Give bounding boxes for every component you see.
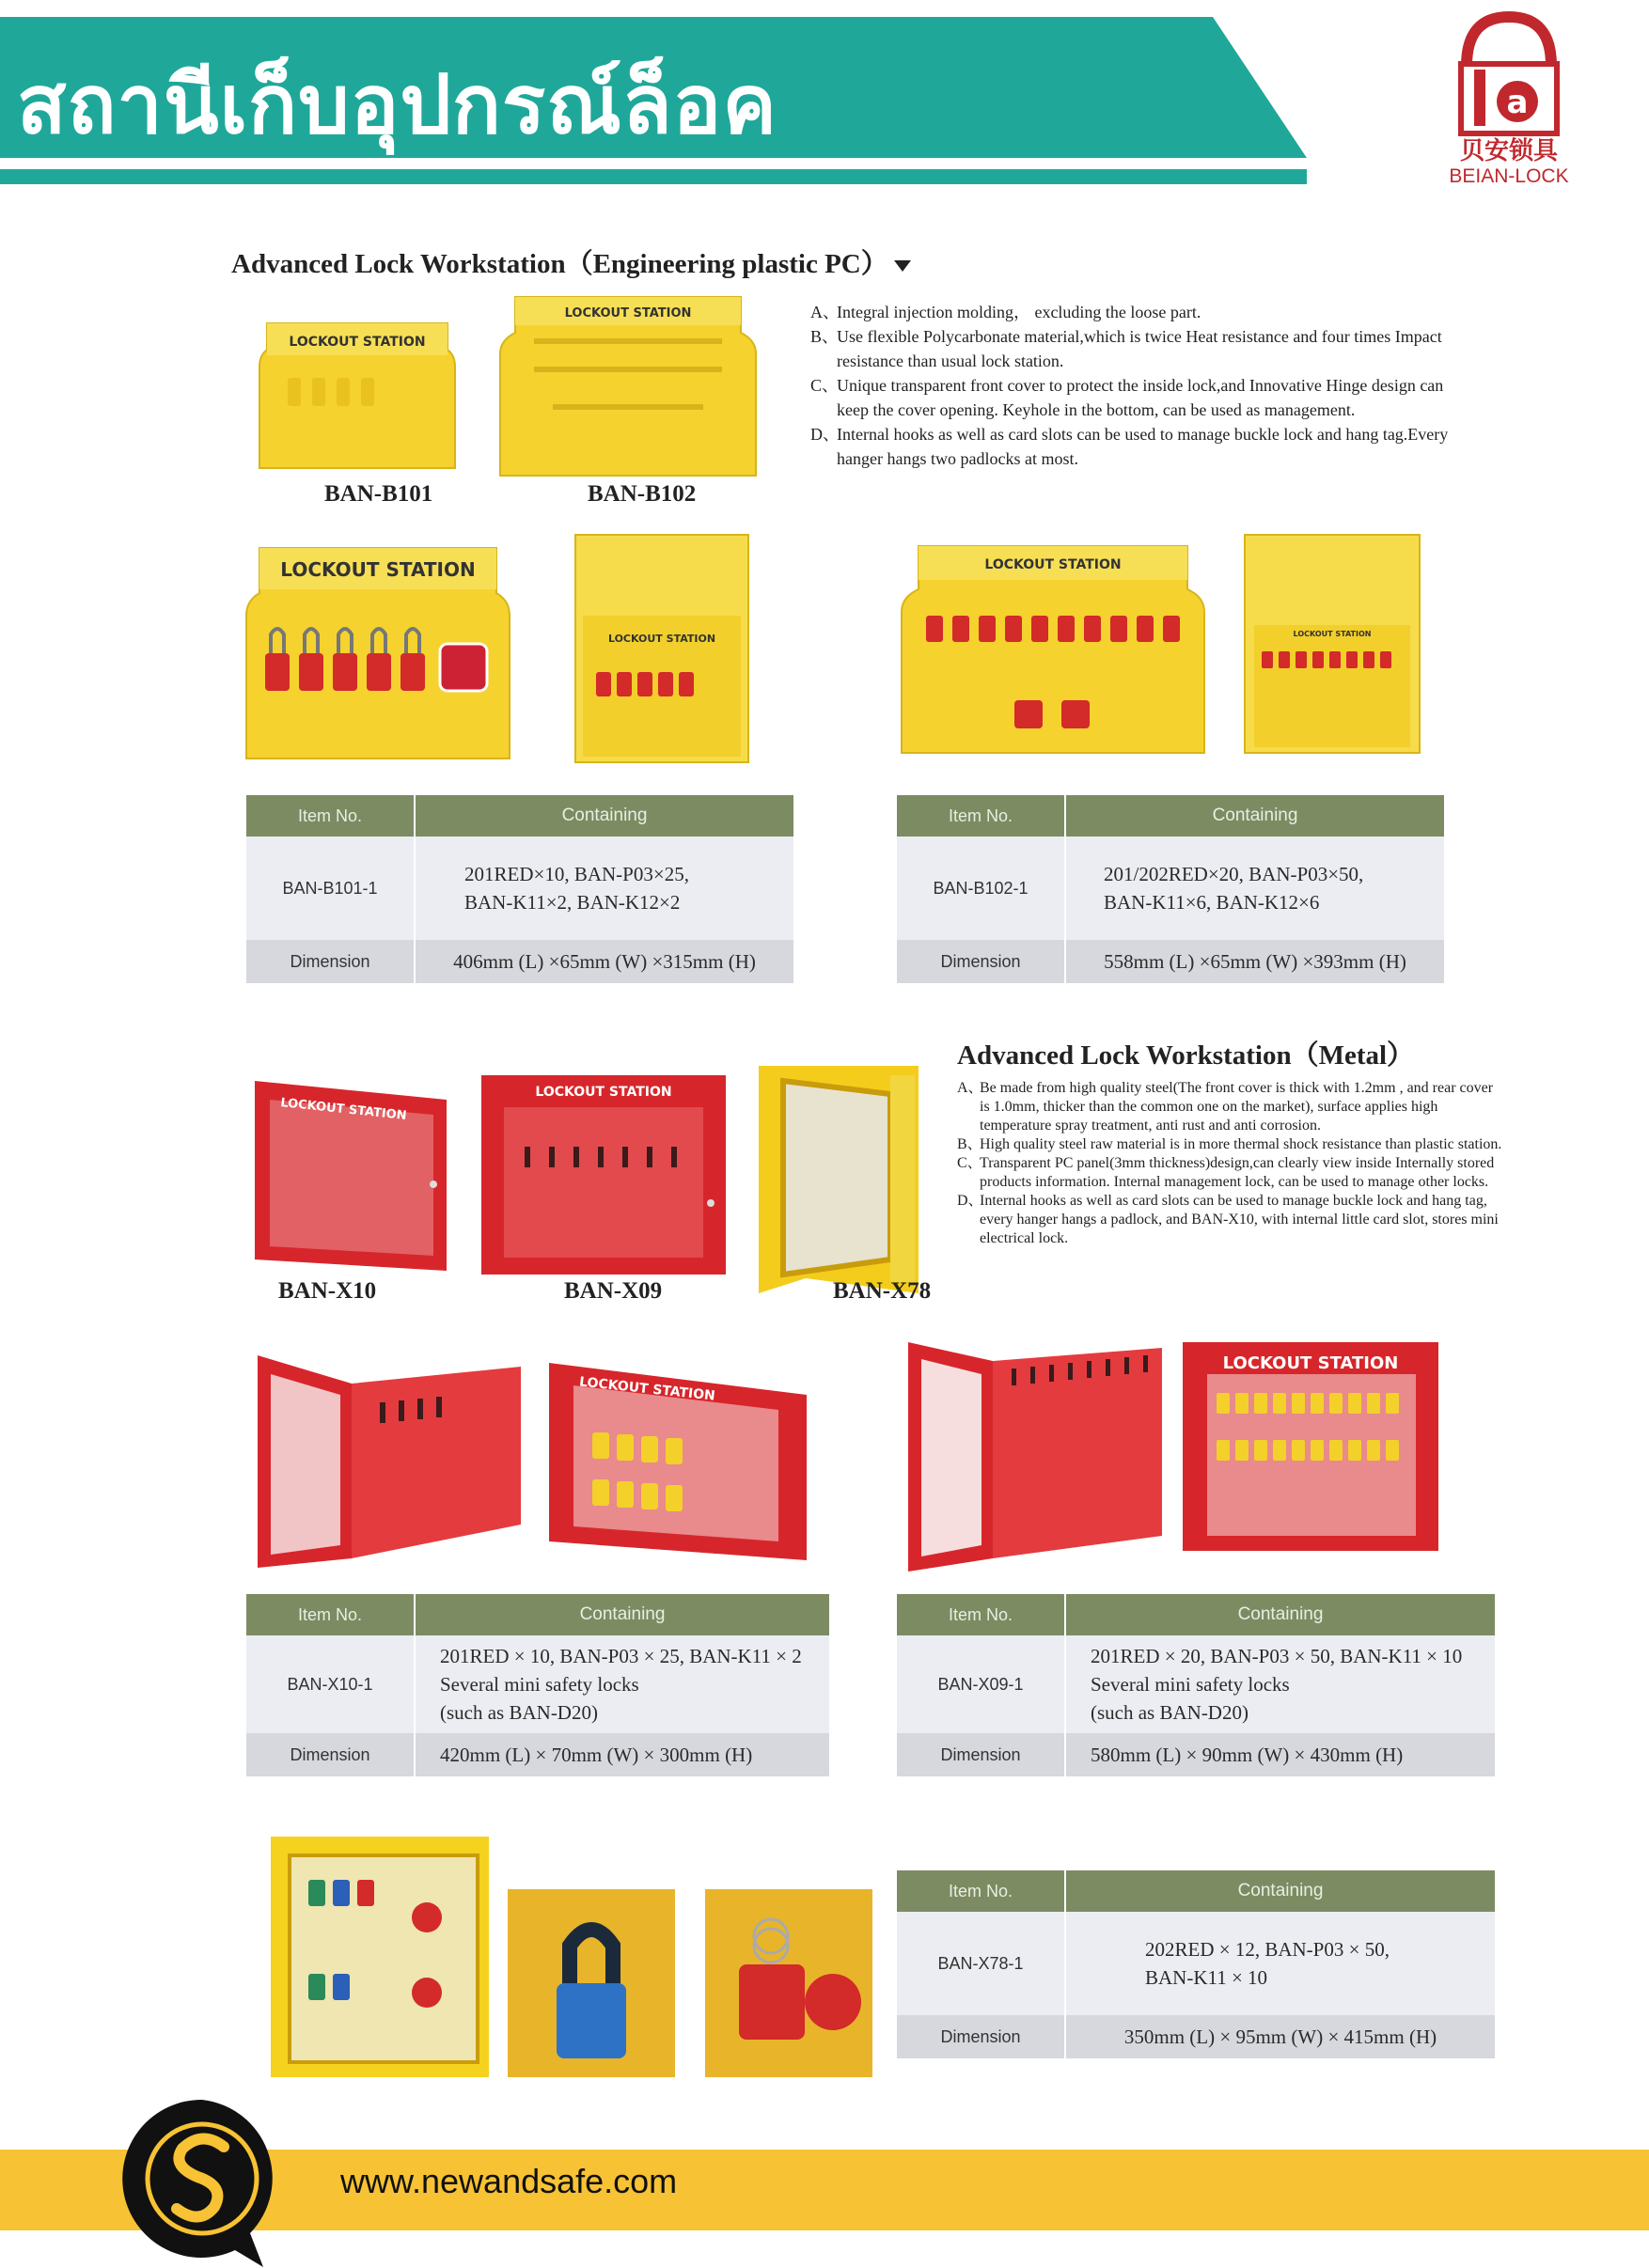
product-image-ban-b101 [254,310,461,479]
plastic-features: A、 Integral injection molding， excluding the loose part. B、 Use flexible Polycarbonate material,which is twice Heat resistance and four times Impact resistance than usual lock station. C、 Unique transparent front cover to protect the inside lock,and Innovative Hinge design can keep the cover opening. Keyhole in the bottom, can be used as management. D、 Internal hooks as well as card slots can be used to manage buckle lock and hang tag.Every hanger hangs two padlocks at most. [810,303,1449,468]
product-image-ban-x10-filled [543,1357,812,1566]
svg-text:LOCKOUT STATION: LOCKOUT STATION [535,1085,672,1100]
triangle-down-icon [894,260,911,272]
svg-text:a: a [1506,84,1529,121]
brand-name-en: BEIAN-LOCK [1449,165,1569,187]
product-image-ban-b102-cover [1241,531,1423,757]
svg-text:LOCKOUT STATION: LOCKOUT STATION [289,335,426,350]
model-caption: BAN-X78 [833,1278,932,1304]
product-image-ban-x78 [749,1062,928,1297]
model-caption: BAN-B102 [588,481,697,507]
product-image-ban-b101-cover [572,531,752,766]
svg-text:LOCKOUT STATION: LOCKOUT STATION [280,558,476,581]
metal-features: A、 Be made from high quality steel(The front cover is thick with 1.2mm , and rear cover is 1.0mm, thicker than the common one on the market), surface applies high temperature spray treatment, anti rust and anti corrosion. B、 High quality steel raw material is in more thermal shock resistance than plastic station. C、 Transparent PC panel(3mm thickness)design,can clearly view inside Internally stored products information. Internal management lock, can be used to manage other locks. D、 Internal hooks as well as card slots can be used to manage buckle lock and hang tag, every hanger hangs a padlock, and BAN-X10, with internal little card slot, stores mini electrical lock. [957,1080,1502,1246]
header-underline [0,169,1307,184]
detail-photo-hasp [705,1889,872,2077]
product-image-ban-x09-open [903,1337,1168,1575]
product-image-ban-x10-open [248,1346,530,1575]
spec-table-ban-b102: Item No. Containing BAN-B102-1 201/202RED×20, BAN-P03×50, BAN-K11×6, BAN-K12×6 Dimension 558mm (L) ×65mm (W) ×393mm (H) [897,795,1444,983]
page-title: สถานีเก็บอุปกรณ์ล็อค [17,58,777,152]
svg-text:LOCKOUT STATION: LOCKOUT STATION [564,306,692,321]
product-image-ban-x09-filled [1179,1337,1442,1555]
model-caption: BAN-X10 [278,1278,377,1304]
spec-table-ban-x09: Item No. Containing BAN-X09-1 201RED × 20, BAN-P03 × 50, BAN-K11 × 10 Several mini safety locks (such as BAN-D20) Dimension 580mm (L) × 90mm (W) × 430mm (H) [897,1594,1495,1776]
product-image-ban-b102-filled [898,540,1208,757]
metal-section-title: Advanced Lock Workstation（Metal） [957,1040,1415,1071]
svg-text:LOCKOUT STATION: LOCKOUT STATION [279,1096,408,1124]
spec-table-ban-x78: Item No. Containing BAN-X78-1 202RED × 12, BAN-P03 × 50, BAN-K11 × 10 Dimension 350mm (L) × 95mm (W) × 415mm (H) [897,1870,1495,2058]
product-image-ban-x78-filled [267,1833,493,2081]
product-image-ban-x10 [249,1071,465,1278]
svg-text:LOCKOUT STATION: LOCKOUT STATION [578,1374,716,1404]
plastic-section-title: Advanced Lock Workstation（Engineering plastic PC） [231,242,911,281]
footer-website-link[interactable]: www.newandsafe.com [340,2162,678,2200]
product-image-ban-b101-filled [243,540,513,766]
spec-table-ban-b101: Item No. Containing BAN-B101-1 201RED×10, BAN-P03×25, BAN-K11×2, BAN-K12×2 Dimension 406mm (L) ×65mm (W) ×315mm (H) [246,795,793,983]
svg-text:LOCKOUT STATION: LOCKOUT STATION [984,557,1122,572]
detail-photo-padlock [508,1889,675,2077]
spec-table-ban-x10: Item No. Containing BAN-X10-1 201RED × 10, BAN-P03 × 25, BAN-K11 × 2 Several mini safety locks (such as BAN-D20) Dimension 420mm (L) × 70mm (W) × 300mm (H) [246,1594,829,1776]
brand-badge-icon [113,2092,291,2268]
svg-text:LOCKOUT STATION: LOCKOUT STATION [1293,630,1372,638]
product-image-ban-x09 [478,1071,730,1278]
product-image-ban-b102 [496,291,760,479]
svg-text:LOCKOUT STATION: LOCKOUT STATION [607,633,716,645]
model-caption: BAN-B101 [324,481,433,507]
svg-text:LOCKOUT STATION: LOCKOUT STATION [1222,1353,1399,1373]
brand-name-cn: 贝安锁具 [1459,137,1558,165]
model-caption: BAN-X09 [564,1278,663,1304]
